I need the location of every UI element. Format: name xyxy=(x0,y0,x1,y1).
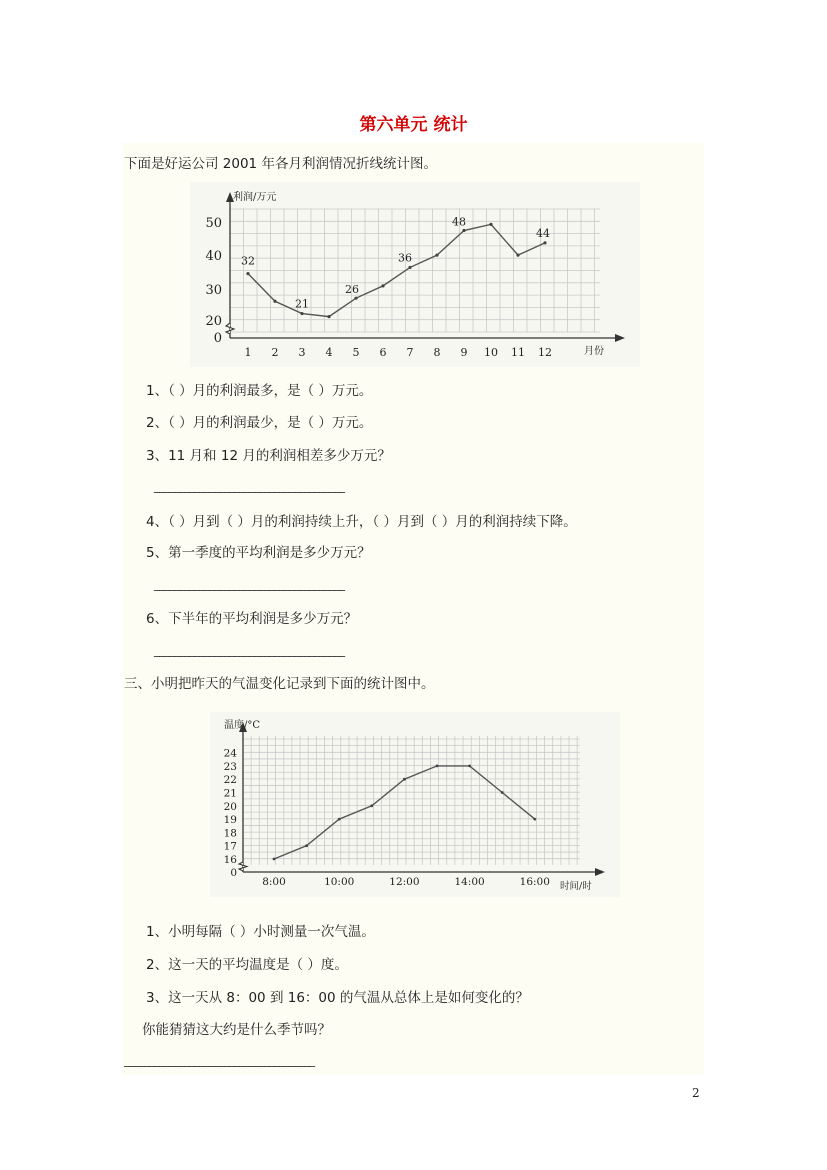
question-1-2: 2、（ ）月的利润最少，是（ ）万元。 xyxy=(146,415,373,431)
chart2-x-tick: 10:00 xyxy=(324,876,355,888)
chart1-point xyxy=(489,223,492,226)
section2-intro: 三、小明把昨天的气温变化记录到下面的统计图中。 xyxy=(124,676,435,692)
chart2-y-tick: 19 xyxy=(223,814,237,827)
question-1-4: 4、（ ）月到（ ）月的利润持续上升，（ ）月到（ ）月的利润持续下降。 xyxy=(146,514,577,530)
chart1-data-label: 21 xyxy=(295,297,309,311)
chart2-y-tick: 18 xyxy=(223,827,237,840)
question-2-3: 3、这一天从 8：00 到 16：00 的气温从总体上是如何变化的？ xyxy=(146,990,529,1006)
chart1-point xyxy=(273,300,276,303)
chart2-point xyxy=(370,804,373,807)
answer-line-1-3: ______________________________________ xyxy=(154,479,344,493)
chart2-y-tick: 20 xyxy=(223,800,237,813)
chart1-x-tick: 1 xyxy=(244,346,252,359)
chart2-x-tick: 14:00 xyxy=(454,876,485,888)
chart1-point xyxy=(543,241,546,244)
chart2-point xyxy=(533,818,536,821)
chart1-data-label: 44 xyxy=(536,226,550,240)
chart2-y-label: 温度/°C xyxy=(224,720,261,731)
question-1-1: 1、（ ）月的利润最多，是（ ）万元。 xyxy=(146,383,373,399)
chart1-data-label: 26 xyxy=(345,283,359,297)
chart2-x-label: 时间/时 xyxy=(560,881,592,892)
chart1-point xyxy=(516,254,519,257)
question-2-1: 1、小明每隔（ ）小时测量一次气温。 xyxy=(146,924,375,940)
chart1-point xyxy=(462,229,465,232)
chart2-point xyxy=(436,765,439,768)
chart1-y-tick: 0 xyxy=(213,331,222,346)
chart1-point xyxy=(408,266,411,269)
temperature-line-chart xyxy=(210,712,620,897)
page-number: 2 xyxy=(692,1086,700,1100)
chart2-point xyxy=(273,858,276,861)
chart2-y-tick: 23 xyxy=(223,760,237,773)
chart1-y-tick: 30 xyxy=(205,283,222,298)
chart2-x-tick: 16:00 xyxy=(519,876,550,888)
chart2-y-tick: 16 xyxy=(223,854,237,866)
chart1-x-tick: 8 xyxy=(433,346,441,359)
chart1-point xyxy=(300,312,303,315)
chart1-x-label: 月份 xyxy=(584,346,604,357)
chart2-background xyxy=(210,712,620,897)
chart1-x-tick: 6 xyxy=(379,346,387,359)
chart2-point xyxy=(501,791,504,794)
chart2-y-tick: 21 xyxy=(223,787,237,800)
chart1-point xyxy=(246,272,249,275)
chart1-data-label: 32 xyxy=(241,254,255,268)
chart1-x-tick: 11 xyxy=(511,346,525,359)
chart1-data-label: 36 xyxy=(398,251,412,265)
question-2-4: 你能猜猜这大约是什么季节吗？ xyxy=(142,1022,331,1038)
chart1-point xyxy=(381,284,384,287)
chart1-point xyxy=(327,315,330,318)
chart2-point xyxy=(305,844,308,847)
question-1-6: 6、下半年的平均利润是多少万元？ xyxy=(146,611,358,627)
question-1-3: 3、11 月和 12 月的利润相差多少万元？ xyxy=(146,448,391,464)
chart1-point xyxy=(435,254,438,257)
chart2-point xyxy=(338,818,341,821)
chart2-y-tick: 0 xyxy=(230,867,237,879)
section1-intro: 下面是好运公司 2001 年各月利润情况折线统计图。 xyxy=(124,156,437,172)
chart2-y-tick: 17 xyxy=(223,840,237,853)
question-2-2: 2、这一天的平均温度是（ ）度。 xyxy=(146,957,348,973)
chart1-x-tick: 4 xyxy=(325,346,333,359)
chart1-x-tick: 3 xyxy=(298,346,306,359)
chart2-point xyxy=(403,778,406,781)
chart1-x-tick: 2 xyxy=(271,346,279,359)
chart2-x-tick: 12:00 xyxy=(389,876,420,888)
chart1-y-tick: 50 xyxy=(205,216,222,231)
chart1-x-tick: 5 xyxy=(352,346,360,359)
profit-line-chart xyxy=(190,182,640,367)
page-title: 第六单元 统计 xyxy=(359,115,468,135)
chart2-point xyxy=(468,765,471,768)
question-1-5: 5、第一季度的平均利润是多少万元？ xyxy=(146,545,371,561)
answer-line-1-5: ______________________________________ xyxy=(154,577,344,591)
chart1-y-tick: 40 xyxy=(205,249,222,264)
chart1-x-tick: 12 xyxy=(538,346,552,359)
chart1-y-label: 利润/万元 xyxy=(233,192,277,203)
chart2-y-tick: 22 xyxy=(223,774,237,787)
chart2-y-tick: 24 xyxy=(223,747,237,760)
answer-line-2: ______________________________________ xyxy=(124,1053,314,1067)
chart1-x-tick: 7 xyxy=(406,346,414,359)
chart1-background xyxy=(190,182,640,367)
chart1-data-label: 48 xyxy=(452,215,466,229)
chart1-y-tick: 20 xyxy=(205,314,222,329)
answer-line-1-6: ______________________________________ xyxy=(154,643,344,657)
chart1-x-tick: 10 xyxy=(484,346,498,359)
chart2-x-tick: 8:00 xyxy=(262,876,286,888)
chart1-x-tick: 9 xyxy=(460,346,468,359)
chart1-point xyxy=(354,297,357,300)
